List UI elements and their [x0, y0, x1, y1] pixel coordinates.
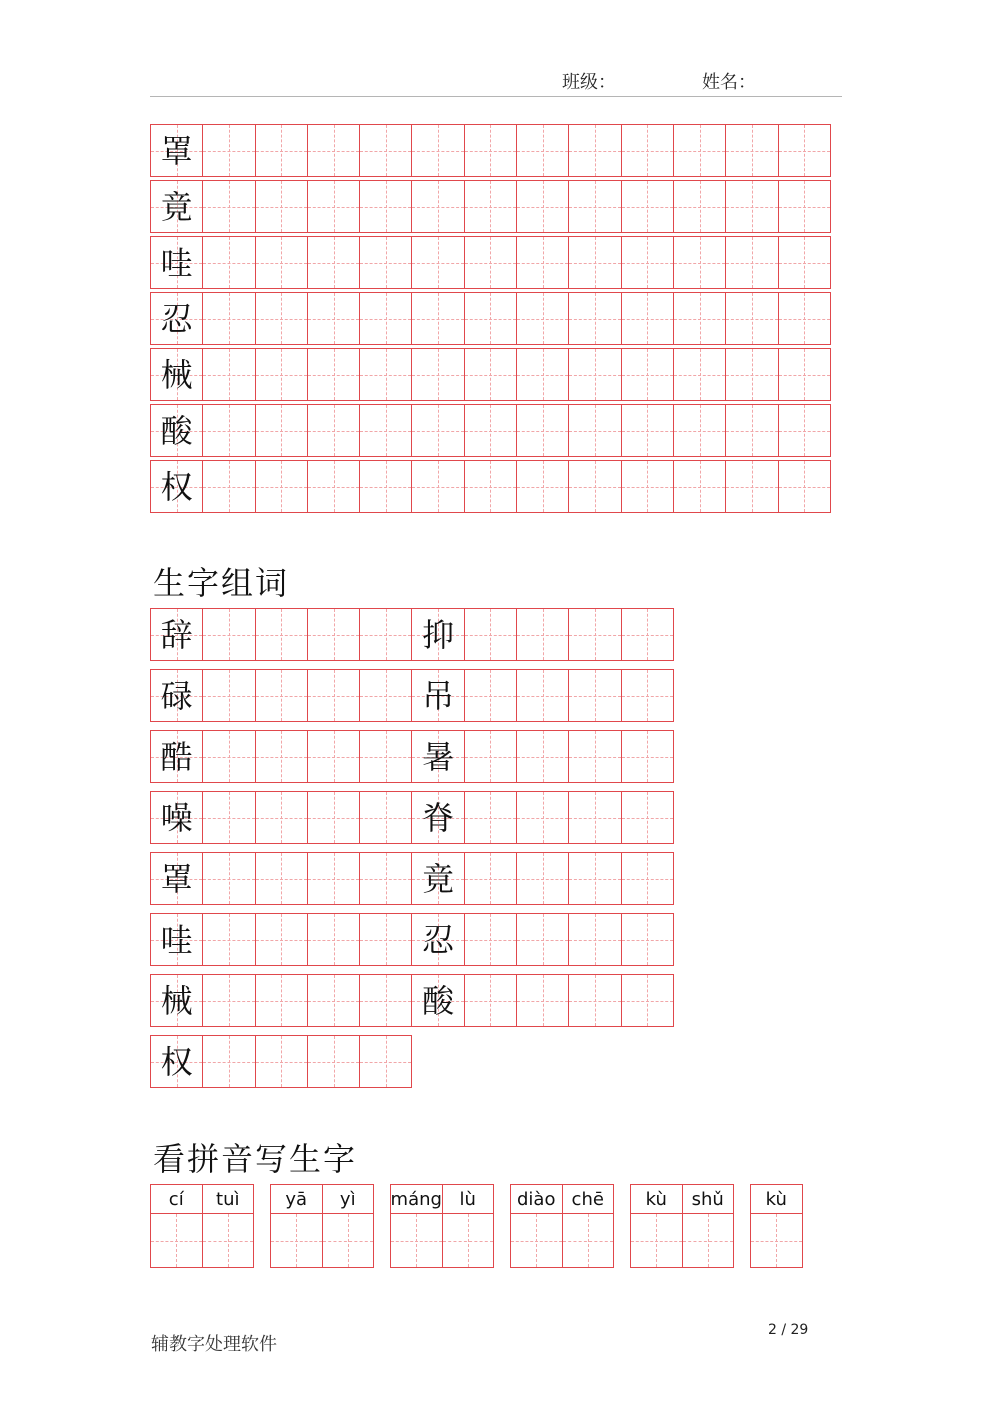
- writing-cell[interactable]: [202, 236, 255, 289]
- pinyin-column: [682, 1184, 735, 1268]
- writing-cell[interactable]: [464, 608, 517, 661]
- writing-cell[interactable]: [359, 292, 412, 345]
- model-character: 噪: [160, 798, 193, 837]
- pinyin-column: [750, 1184, 803, 1268]
- model-character: 忍: [160, 299, 193, 338]
- pinyin-column: [202, 1184, 255, 1268]
- pinyin-label: yì: [323, 1185, 374, 1214]
- pinyin-label: cí: [151, 1185, 202, 1214]
- writing-cell[interactable]: [516, 292, 569, 345]
- writing-cell[interactable]: [621, 730, 674, 783]
- writing-cell[interactable]: [202, 124, 255, 177]
- page-number: 2 / 29: [768, 1322, 809, 1338]
- writing-cell[interactable]: [255, 730, 308, 783]
- writing-cell[interactable]: [359, 460, 412, 513]
- writing-cell[interactable]: [621, 292, 674, 345]
- pinyin-label: kù: [631, 1185, 682, 1214]
- writing-cell[interactable]: [568, 608, 621, 661]
- word-building-row: [150, 608, 673, 661]
- pinyin-group: [150, 1184, 253, 1267]
- writing-cell[interactable]: [255, 348, 308, 401]
- writing-cell[interactable]: [516, 348, 569, 401]
- writing-cell[interactable]: [725, 124, 778, 177]
- model-character: 吊: [422, 676, 455, 715]
- writing-cell[interactable]: [464, 404, 517, 457]
- character-cell[interactable]: [150, 180, 203, 233]
- character-cell[interactable]: [411, 669, 464, 722]
- writing-cell[interactable]: [778, 124, 831, 177]
- writing-cell[interactable]: [359, 1035, 412, 1088]
- character-cell[interactable]: [150, 124, 203, 177]
- section-title-word-building: 生字组词: [153, 564, 290, 602]
- pinyin-label: kù: [751, 1185, 802, 1214]
- writing-cell[interactable]: [255, 180, 308, 233]
- character-cell[interactable]: [411, 791, 464, 844]
- writing-cell[interactable]: [621, 608, 674, 661]
- writing-cell[interactable]: [202, 1035, 255, 1088]
- character-cell[interactable]: [150, 791, 203, 844]
- writing-cell[interactable]: [359, 974, 412, 1027]
- writing-cell[interactable]: [307, 348, 360, 401]
- writing-cell[interactable]: [464, 669, 517, 722]
- writing-cell[interactable]: [568, 180, 621, 233]
- writing-cell[interactable]: [411, 404, 464, 457]
- writing-cell[interactable]: [621, 913, 674, 966]
- writing-cell[interactable]: [255, 791, 308, 844]
- writing-cell[interactable]: [621, 974, 674, 1027]
- writing-cell[interactable]: [323, 1214, 374, 1267]
- model-character: 酸: [422, 981, 455, 1020]
- character-cell[interactable]: [150, 669, 203, 722]
- model-character: 罩: [160, 131, 193, 170]
- character-cell[interactable]: [150, 852, 203, 905]
- model-character: 权: [160, 467, 193, 506]
- writing-cell[interactable]: [411, 180, 464, 233]
- writing-cell[interactable]: [255, 236, 308, 289]
- writing-cell[interactable]: [255, 404, 308, 457]
- writing-cell[interactable]: [411, 236, 464, 289]
- writing-cell[interactable]: [631, 1214, 682, 1267]
- model-character: 暑: [422, 737, 455, 776]
- writing-cell[interactable]: [621, 236, 674, 289]
- character-cell[interactable]: [411, 852, 464, 905]
- writing-cell[interactable]: [411, 348, 464, 401]
- character-cell[interactable]: [150, 348, 203, 401]
- practice-row: [150, 180, 830, 233]
- character-cell[interactable]: [411, 730, 464, 783]
- writing-cell[interactable]: [621, 124, 674, 177]
- writing-cell[interactable]: [359, 236, 412, 289]
- model-character: 械: [160, 981, 193, 1020]
- writing-cell[interactable]: [202, 348, 255, 401]
- writing-cell[interactable]: [359, 913, 412, 966]
- writing-cell[interactable]: [307, 608, 360, 661]
- practice-row: [150, 124, 830, 177]
- section-title-pinyin: 看拼音写生字: [153, 1140, 358, 1178]
- writing-cell[interactable]: [673, 404, 726, 457]
- pinyin-group: [270, 1184, 373, 1267]
- writing-cell[interactable]: [725, 292, 778, 345]
- writing-cell[interactable]: [568, 292, 621, 345]
- writing-cell[interactable]: [621, 348, 674, 401]
- practice-row: [150, 292, 830, 345]
- pinyin-column: [562, 1184, 615, 1268]
- writing-cell[interactable]: [255, 292, 308, 345]
- writing-cell[interactable]: [778, 460, 831, 513]
- writing-cell[interactable]: [359, 404, 412, 457]
- writing-cell[interactable]: [464, 852, 517, 905]
- writing-cell[interactable]: [271, 1214, 322, 1267]
- writing-cell[interactable]: [202, 669, 255, 722]
- writing-cell[interactable]: [307, 292, 360, 345]
- writing-cell[interactable]: [516, 974, 569, 1027]
- model-character: 竟: [160, 187, 193, 226]
- writing-cell[interactable]: [359, 791, 412, 844]
- pinyin-column: [322, 1184, 375, 1268]
- pinyin-label: chē: [563, 1185, 614, 1214]
- model-character: 酷: [160, 737, 193, 776]
- writing-cell[interactable]: [255, 913, 308, 966]
- writing-cell[interactable]: [359, 730, 412, 783]
- writing-cell[interactable]: [307, 730, 360, 783]
- writing-cell[interactable]: [516, 404, 569, 457]
- practice-row: [150, 348, 830, 401]
- word-building-row: [150, 913, 673, 966]
- model-character: 哇: [160, 920, 193, 959]
- writing-cell[interactable]: [255, 124, 308, 177]
- writing-cell[interactable]: [516, 460, 569, 513]
- model-character: 械: [160, 355, 193, 394]
- page-header: [150, 62, 842, 97]
- writing-cell[interactable]: [202, 460, 255, 513]
- writing-cell[interactable]: [568, 124, 621, 177]
- character-cell[interactable]: [150, 292, 203, 345]
- writing-cell[interactable]: [202, 730, 255, 783]
- writing-cell[interactable]: [307, 236, 360, 289]
- model-character: 碌: [160, 676, 193, 715]
- writing-cell[interactable]: [621, 180, 674, 233]
- writing-cell[interactable]: [516, 791, 569, 844]
- pinyin-column: [630, 1184, 683, 1268]
- writing-cell[interactable]: [778, 348, 831, 401]
- word-building-row: [150, 669, 673, 722]
- character-cell[interactable]: [150, 460, 203, 513]
- word-building-row: [150, 730, 673, 783]
- practice-row: [150, 404, 830, 457]
- writing-cell[interactable]: [516, 913, 569, 966]
- writing-cell[interactable]: [568, 730, 621, 783]
- writing-cell[interactable]: [568, 852, 621, 905]
- writing-cell[interactable]: [725, 180, 778, 233]
- writing-cell[interactable]: [464, 292, 517, 345]
- writing-cell[interactable]: [307, 180, 360, 233]
- writing-cell[interactable]: [673, 348, 726, 401]
- writing-cell[interactable]: [411, 292, 464, 345]
- model-character: 哇: [160, 243, 193, 282]
- writing-cell[interactable]: [778, 292, 831, 345]
- writing-cell[interactable]: [621, 669, 674, 722]
- writing-cell[interactable]: [359, 348, 412, 401]
- writing-cell[interactable]: [778, 404, 831, 457]
- writing-cell[interactable]: [307, 1035, 360, 1088]
- writing-cell[interactable]: [516, 669, 569, 722]
- character-cell[interactable]: [411, 974, 464, 1027]
- pinyin-column: [390, 1184, 443, 1268]
- writing-cell[interactable]: [621, 460, 674, 513]
- character-cell[interactable]: [150, 974, 203, 1027]
- writing-cell[interactable]: [202, 913, 255, 966]
- writing-cell[interactable]: [255, 974, 308, 1027]
- writing-cell[interactable]: [307, 913, 360, 966]
- writing-cell[interactable]: [516, 236, 569, 289]
- class-label: 班级：: [562, 72, 616, 93]
- writing-cell[interactable]: [203, 1214, 254, 1267]
- writing-cell[interactable]: [568, 974, 621, 1027]
- writing-cell[interactable]: [568, 913, 621, 966]
- character-cell[interactable]: [150, 913, 203, 966]
- writing-cell[interactable]: [516, 180, 569, 233]
- pinyin-column: [270, 1184, 323, 1268]
- writing-cell[interactable]: [725, 404, 778, 457]
- writing-cell[interactable]: [255, 852, 308, 905]
- writing-cell[interactable]: [516, 124, 569, 177]
- pinyin-column: [150, 1184, 203, 1268]
- writing-cell[interactable]: [568, 669, 621, 722]
- model-character: 权: [160, 1042, 193, 1081]
- model-character: 罩: [160, 859, 193, 898]
- writing-cell[interactable]: [255, 669, 308, 722]
- writing-cell[interactable]: [464, 236, 517, 289]
- pinyin-label: diào: [511, 1185, 562, 1214]
- word-building-row: [150, 1035, 411, 1088]
- writing-cell[interactable]: [464, 730, 517, 783]
- practice-row: [150, 236, 830, 289]
- writing-cell[interactable]: [516, 852, 569, 905]
- writing-cell[interactable]: [673, 292, 726, 345]
- writing-cell[interactable]: [568, 791, 621, 844]
- writing-cell[interactable]: [307, 460, 360, 513]
- pinyin-label: lù: [443, 1185, 494, 1214]
- model-character: 辞: [160, 615, 193, 654]
- writing-cell[interactable]: [464, 180, 517, 233]
- writing-cell[interactable]: [778, 180, 831, 233]
- writing-cell[interactable]: [255, 608, 308, 661]
- writing-cell[interactable]: [464, 124, 517, 177]
- writing-cell[interactable]: [725, 236, 778, 289]
- character-cell[interactable]: [411, 913, 464, 966]
- writing-cell[interactable]: [307, 852, 360, 905]
- writing-cell[interactable]: [443, 1214, 494, 1267]
- pinyin-group: [510, 1184, 613, 1267]
- practice-row: [150, 460, 830, 513]
- writing-cell[interactable]: [751, 1214, 802, 1267]
- pinyin-column: [510, 1184, 563, 1268]
- writing-cell[interactable]: [307, 124, 360, 177]
- writing-cell[interactable]: [202, 292, 255, 345]
- writing-cell[interactable]: [411, 124, 464, 177]
- writing-cell[interactable]: [307, 669, 360, 722]
- writing-cell[interactable]: [464, 348, 517, 401]
- word-building-row: [150, 974, 673, 1027]
- writing-cell[interactable]: [516, 730, 569, 783]
- writing-cell[interactable]: [511, 1214, 562, 1267]
- writing-cell[interactable]: [516, 608, 569, 661]
- model-character: 酸: [160, 411, 193, 450]
- writing-cell[interactable]: [307, 404, 360, 457]
- writing-cell[interactable]: [673, 180, 726, 233]
- pinyin-label: máng: [391, 1185, 442, 1214]
- writing-cell[interactable]: [202, 974, 255, 1027]
- character-cell[interactable]: [150, 730, 203, 783]
- writing-cell[interactable]: [673, 124, 726, 177]
- model-character: 竟: [422, 859, 455, 898]
- writing-cell[interactable]: [568, 404, 621, 457]
- writing-cell[interactable]: [411, 460, 464, 513]
- writing-cell[interactable]: [621, 791, 674, 844]
- character-cell[interactable]: [411, 608, 464, 661]
- character-cell[interactable]: [150, 1035, 203, 1088]
- writing-cell[interactable]: [359, 608, 412, 661]
- pinyin-label: shǔ: [683, 1185, 734, 1214]
- model-character: 抑: [422, 615, 455, 654]
- name-label: 姓名：: [702, 72, 756, 93]
- writing-cell[interactable]: [464, 460, 517, 513]
- pinyin-label: yā: [271, 1185, 322, 1214]
- character-cell[interactable]: [150, 236, 203, 289]
- writing-cell[interactable]: [202, 791, 255, 844]
- word-building-row: [150, 791, 673, 844]
- writing-cell[interactable]: [568, 236, 621, 289]
- writing-cell[interactable]: [359, 669, 412, 722]
- model-character: 忍: [422, 920, 455, 959]
- writing-cell[interactable]: [202, 852, 255, 905]
- footer-software: 辅教字处理软件: [151, 1334, 277, 1355]
- writing-cell[interactable]: [725, 460, 778, 513]
- writing-cell[interactable]: [568, 348, 621, 401]
- writing-cell[interactable]: [359, 852, 412, 905]
- pinyin-column: [442, 1184, 495, 1268]
- pinyin-label: tuì: [203, 1185, 254, 1214]
- writing-cell[interactable]: [359, 180, 412, 233]
- writing-cell[interactable]: [778, 236, 831, 289]
- model-character: 脊: [422, 798, 455, 837]
- writing-cell[interactable]: [621, 404, 674, 457]
- pinyin-group: [390, 1184, 493, 1267]
- writing-cell[interactable]: [725, 348, 778, 401]
- writing-cell[interactable]: [255, 460, 308, 513]
- writing-cell[interactable]: [307, 791, 360, 844]
- writing-cell[interactable]: [359, 124, 412, 177]
- writing-cell[interactable]: [202, 180, 255, 233]
- writing-cell[interactable]: [683, 1214, 734, 1267]
- writing-cell[interactable]: [673, 460, 726, 513]
- writing-cell[interactable]: [621, 852, 674, 905]
- character-cell[interactable]: [150, 404, 203, 457]
- writing-cell[interactable]: [202, 404, 255, 457]
- writing-cell[interactable]: [255, 1035, 308, 1088]
- writing-cell[interactable]: [568, 460, 621, 513]
- pinyin-group: [630, 1184, 733, 1267]
- writing-cell[interactable]: [151, 1214, 202, 1267]
- writing-cell[interactable]: [563, 1214, 614, 1267]
- writing-cell[interactable]: [464, 974, 517, 1027]
- writing-cell[interactable]: [673, 236, 726, 289]
- writing-cell[interactable]: [391, 1214, 442, 1267]
- character-cell[interactable]: [150, 608, 203, 661]
- pinyin-group: [750, 1184, 802, 1267]
- writing-cell[interactable]: [464, 791, 517, 844]
- writing-cell[interactable]: [202, 608, 255, 661]
- word-building-row: [150, 852, 673, 905]
- writing-cell[interactable]: [464, 913, 517, 966]
- writing-cell[interactable]: [307, 974, 360, 1027]
